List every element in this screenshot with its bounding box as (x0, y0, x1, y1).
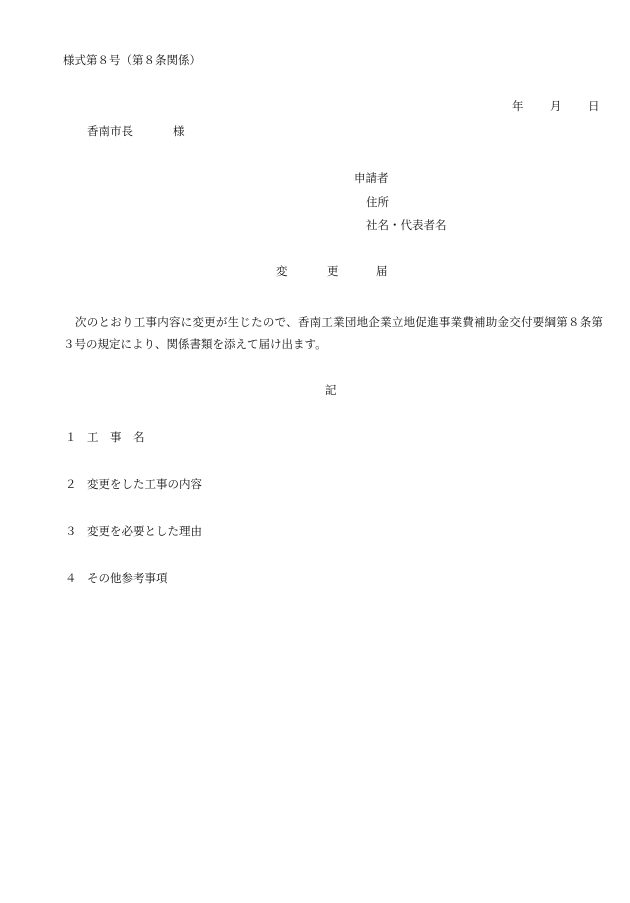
title-char-3: 届 (376, 264, 388, 278)
date-line (512, 99, 600, 113)
document-title (276, 264, 388, 278)
item-number: １ (65, 430, 77, 444)
addressee-honorific: 様 (173, 124, 185, 138)
item-label: 変更をした工事の内容 (87, 477, 202, 491)
applicant-company-label: 社名・代表者名 (366, 218, 447, 232)
list-item (65, 524, 202, 538)
applicant-address-label: 住所 (366, 195, 389, 209)
item-label: その他参考事項 (87, 571, 168, 585)
date-day-label: 日 (588, 99, 600, 113)
date-month-label: 月 (550, 99, 562, 113)
item-number: ３ (65, 524, 77, 538)
body-paragraph: 次のとおり工事内容に変更が生じたので、香南工業団地企業立地促進事業費補助金交付要綱第８条第３号の規定により、関係書類を添えて届け出ます。 (63, 315, 603, 351)
form-number: 様式第８号（第８条関係） (63, 53, 201, 67)
addressee-line (87, 124, 185, 138)
item-number: ２ (65, 477, 77, 491)
list-item (65, 571, 168, 585)
title-char-2: 更 (327, 264, 339, 278)
ki-heading: 記 (325, 383, 337, 397)
item-label: 変更を必要とした理由 (87, 524, 202, 538)
item-number: ４ (65, 571, 77, 585)
date-year-label: 年 (512, 99, 524, 113)
applicant-label: 申請者 (354, 171, 389, 185)
list-item (65, 430, 145, 444)
list-item (65, 477, 202, 491)
addressee-name: 香南市長 (87, 124, 133, 138)
title-char-1: 変 (276, 264, 288, 278)
item-label: 工 事 名 (87, 430, 145, 444)
